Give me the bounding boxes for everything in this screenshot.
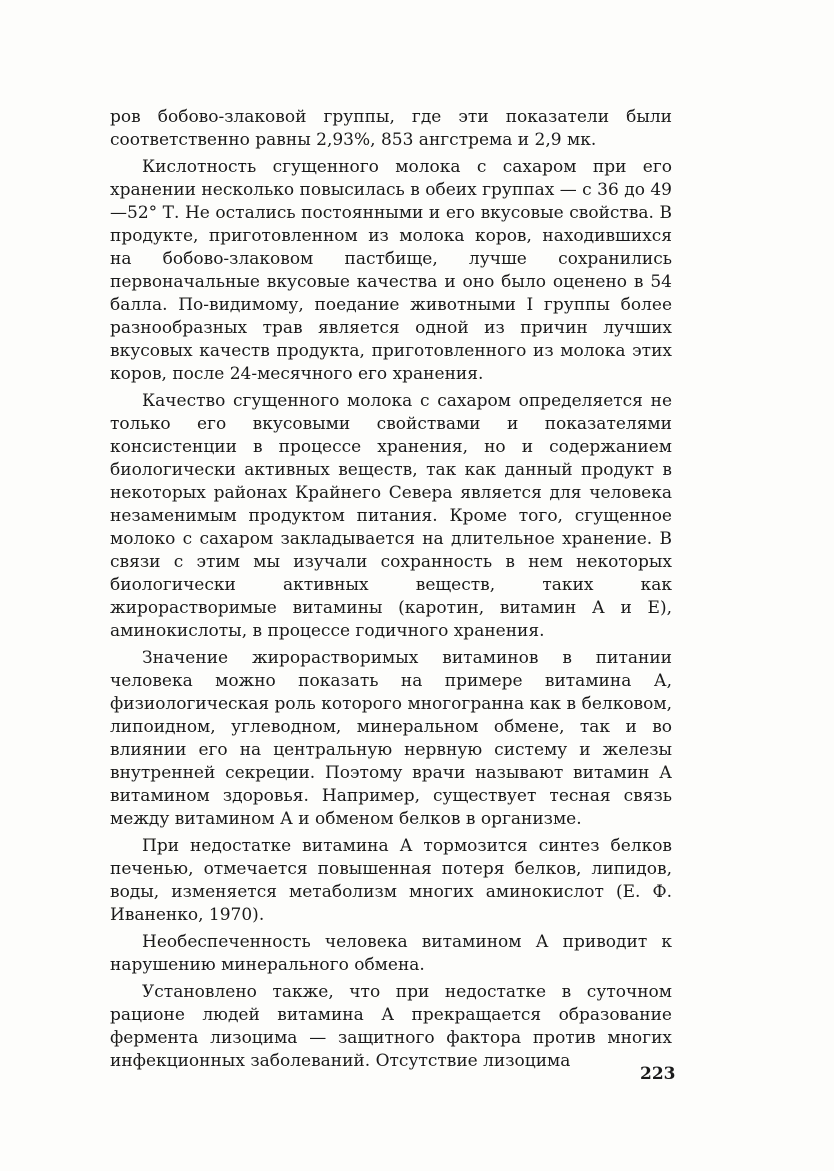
page-number: 223: [640, 1064, 676, 1084]
body-text: [110, 106, 672, 1077]
paragraph-acidity: Кислотность сгущенного молока с сахаром при его хранении несколько повысилась в обеих группах — с 36 до 49—52° Т. Не остались постоянными и его вкусовые свойства. В продукте, приготовленном из молока коров, находившихся на бобово-злаковом пастбище, лучше сохранились первоначальные вкусовые качества и оно было оценено в 54 балла. По-видимому, поедание животными I группы более разнообразных трав является одной из причин лучших вкусовых качеств продукта, приготовленного из молока этих коров, после 24-месячного его хранения.: [110, 157, 672, 384]
paragraph-continuation: ров бобово-злаковой группы, где эти показатели были соответственно равны 2,93%, 853 ангстрема и 2,9 мк.: [110, 107, 672, 150]
paragraph-quality: Качество сгущенного молока с сахаром определяется не только его вкусовыми свойствами и показателями консистенции в процессе хранения, но и содержанием биологически активных веществ, так как данный продукт в некоторых районах Крайнего Севера является для человека незаменимым продуктом питания. Кроме того, сгущенное молоко с сахаром закладывается на длительное хранение. В связи с этим мы изучали сохранность в нем некоторых биологически активных веществ, таких как жирорастворимые витамины (каротин, витамин А и Е), аминокислоты, в процессе годичного хранения.: [110, 391, 672, 641]
paragraph-vitamins: Значение жирорастворимых витаминов в питании человека можно показать на примере витамина А, физиологическая роль которого многогранна как в белковом, липоидном, углеводном, минеральном обмене, так и во влиянии его на центральную нервную систему и железы внутренней секреции. Поэтому врачи называют витамин А витамином здоровья. Например, существует тесная связь между витамином А и обменом белков в организме.: [110, 648, 672, 829]
paragraph-mineral: Необеспеченность человека витамином А приводит к нарушению минерального обмена.: [110, 932, 672, 975]
paragraph-lysozyme: Установлено также, что при недостатке в суточном рационе людей витамина А прекращается образование фермента лизоцима — защитного фактора против многих инфекционных заболеваний. Отсутствие лизоцима: [110, 982, 672, 1071]
paragraph-deficiency: При недостатке витамина А тормозится синтез белков печенью, отмечается повышенная потеря белков, липидов, воды, изменяется метаболизм многих аминокислот (Е. Ф. Иваненко, 1970).: [110, 836, 672, 925]
